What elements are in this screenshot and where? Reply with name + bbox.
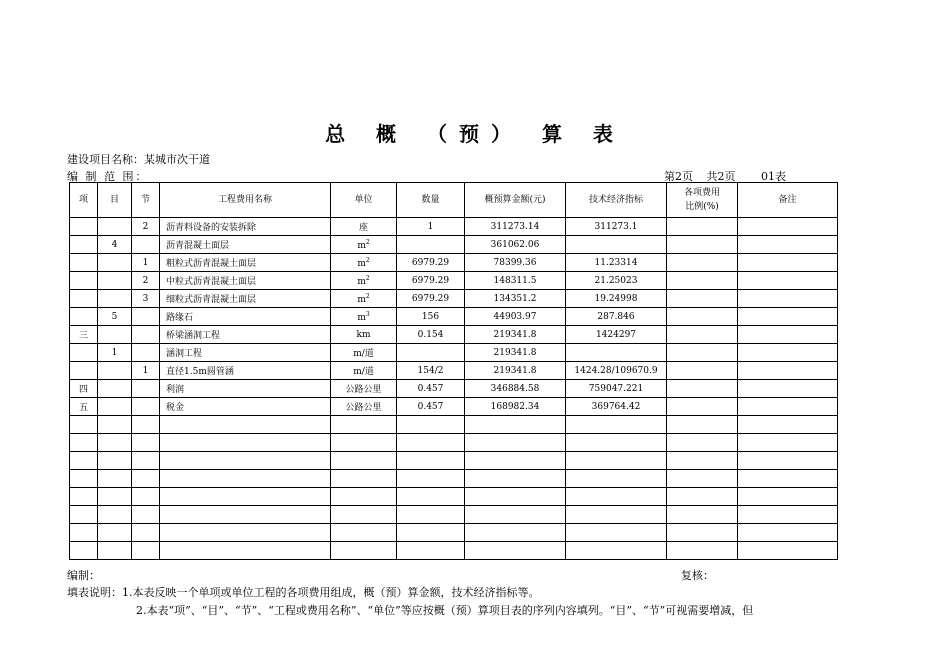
blank-cell: [667, 506, 738, 524]
blank-cell: [132, 524, 160, 542]
blank-cell: [331, 416, 397, 434]
cell-index: 11.23314: [566, 254, 667, 272]
cell-qty: 154/2: [397, 362, 465, 380]
blank-cell: [98, 488, 132, 506]
blank-cell: [98, 434, 132, 452]
blank-cell: [465, 434, 566, 452]
cell-mu: 1: [98, 344, 132, 362]
blank-cell: [566, 524, 667, 542]
blank-cell: [331, 434, 397, 452]
blank-cell: [132, 506, 160, 524]
cell-xiang: [70, 236, 98, 254]
blank-cell: [132, 434, 160, 452]
page-title: 总 概 （预） 算 表: [325, 122, 625, 146]
cell-amount: 78399.36: [465, 254, 566, 272]
cell-amount: 219341.8: [465, 326, 566, 344]
cell-index: 1424.28/109670.9: [566, 362, 667, 380]
cell-amount: 44903.97: [465, 308, 566, 326]
table-row: [70, 398, 838, 416]
cell-jie: 2: [132, 272, 160, 290]
cell-name: 中粒式沥青混凝土面层: [160, 272, 331, 290]
blank-cell: [132, 542, 160, 560]
cell-xiang: [70, 362, 98, 380]
cell-index: 1424297: [566, 326, 667, 344]
blank-row: [70, 452, 838, 470]
blank-cell: [465, 542, 566, 560]
cell-jie: 3: [132, 290, 160, 308]
unit-text: m: [357, 312, 366, 323]
cell-jie: [132, 308, 160, 326]
page-number: 第2页: [664, 170, 693, 183]
cell-remark: [738, 380, 838, 398]
unit-text: m: [357, 294, 366, 305]
cell-mu: [98, 290, 132, 308]
blank-cell: [331, 542, 397, 560]
cell-jie: 1: [132, 362, 160, 380]
cell-unit: [331, 272, 397, 290]
cell-amount: 168982.34: [465, 398, 566, 416]
cell-name: 路缘石: [160, 308, 331, 326]
cell-mu: [98, 254, 132, 272]
cell-name: 沥青料设备的安装拆除: [160, 218, 331, 236]
cell-name: 直径1.5m圆管涵: [160, 362, 331, 380]
col-ratio: [667, 183, 738, 218]
header-row: [70, 183, 838, 218]
col-xiang: 项: [70, 183, 98, 218]
col-amount: 概预算金额(元): [465, 183, 566, 218]
blank-cell: [397, 470, 465, 488]
blank-cell: [397, 524, 465, 542]
blank-cell: [397, 434, 465, 452]
blank-cell: [132, 488, 160, 506]
unit-text: 座: [358, 223, 368, 233]
budget-table: [69, 182, 838, 560]
blank-cell: [160, 470, 331, 488]
cell-remark: [738, 362, 838, 380]
blank-cell: [738, 488, 838, 506]
blank-cell: [566, 506, 667, 524]
unit-exponent: 2: [365, 274, 370, 282]
cell-ratio: [667, 326, 738, 344]
cell-ratio: [667, 272, 738, 290]
blank-cell: [98, 416, 132, 434]
cell-name: 细粒式沥青混凝土面层: [160, 290, 331, 308]
blank-cell: [465, 488, 566, 506]
cell-amount: 346884.58: [465, 380, 566, 398]
col-index: 技术经济指标: [566, 183, 667, 218]
table-row: [70, 326, 838, 344]
blank-cell: [738, 506, 838, 524]
cell-jie: [132, 380, 160, 398]
blank-cell: [566, 416, 667, 434]
form-number: 01表: [761, 170, 786, 183]
cell-jie: [132, 236, 160, 254]
table-row: [70, 380, 838, 398]
cell-qty: 6979.29: [397, 290, 465, 308]
table-row: [70, 344, 838, 362]
cell-name: 桥梁涵洞工程: [160, 326, 331, 344]
cell-index: 19.24998: [566, 290, 667, 308]
unit-exponent: 2: [365, 238, 370, 246]
cell-unit: [331, 254, 397, 272]
blank-cell: [160, 524, 331, 542]
cell-xiang: 三: [70, 326, 98, 344]
blank-row: [70, 542, 838, 560]
blank-cell: [738, 416, 838, 434]
blank-row: [70, 434, 838, 452]
blank-row: [70, 488, 838, 506]
blank-cell: [566, 470, 667, 488]
cell-index: 287.846: [566, 308, 667, 326]
cell-remark: [738, 218, 838, 236]
cell-xiang: [70, 218, 98, 236]
blank-cell: [566, 434, 667, 452]
cell-index: 21.25023: [566, 272, 667, 290]
blank-cell: [132, 470, 160, 488]
blank-cell: [331, 470, 397, 488]
col-jie: 节: [132, 183, 160, 218]
cell-ratio: [667, 344, 738, 362]
blank-cell: [738, 434, 838, 452]
cell-mu: [98, 272, 132, 290]
blank-cell: [331, 452, 397, 470]
cell-xiang: 五: [70, 398, 98, 416]
blank-cell: [397, 452, 465, 470]
blank-cell: [70, 506, 98, 524]
cell-unit: [331, 362, 397, 380]
blank-cell: [465, 452, 566, 470]
blank-cell: [98, 470, 132, 488]
unit-exponent: 3: [365, 310, 370, 318]
blank-row: [70, 506, 838, 524]
unit-text: m/道: [353, 349, 374, 359]
blank-cell: [331, 488, 397, 506]
unit-text: km: [356, 329, 371, 340]
blank-cell: [70, 470, 98, 488]
compile-scope: 编 制 范 围：: [67, 170, 149, 183]
cell-remark: [738, 290, 838, 308]
table-row: [70, 236, 838, 254]
cell-qty: 6979.29: [397, 254, 465, 272]
cell-qty: 156: [397, 308, 465, 326]
cell-qty: 6979.29: [397, 272, 465, 290]
unit-text: m/道: [353, 367, 374, 377]
cell-xiang: [70, 344, 98, 362]
col-mu: 目: [98, 183, 132, 218]
cell-index: 311273.1: [566, 218, 667, 236]
blank-cell: [160, 488, 331, 506]
blank-cell: [667, 416, 738, 434]
unit-exponent: 2: [365, 292, 370, 300]
editor-label: 编制：: [67, 569, 100, 582]
cell-amount: 219341.8: [465, 362, 566, 380]
cell-unit: [331, 380, 397, 398]
page-total: 共2页: [706, 170, 736, 183]
cell-ratio: [667, 290, 738, 308]
col-unit: 单位: [331, 183, 397, 218]
blank-cell: [566, 542, 667, 560]
blank-cell: [160, 452, 331, 470]
table-row: [70, 362, 838, 380]
col-ratio-line2: 比例(%): [685, 202, 719, 212]
blank-cell: [397, 506, 465, 524]
blank-cell: [70, 434, 98, 452]
blank-cell: [160, 434, 331, 452]
cell-ratio: [667, 254, 738, 272]
note-2: 2.本表“项”、“目”、“节”、“工程或费用名称”、“单位”等应按概（预）算项目表的序列内容填列。“目”、“节”可视需要增减，但: [136, 604, 754, 617]
cell-name: 涵洞工程: [160, 344, 331, 362]
cell-name: 税金: [160, 398, 331, 416]
cell-index: 369764.42: [566, 398, 667, 416]
cell-name: 利润: [160, 380, 331, 398]
cell-mu: [98, 398, 132, 416]
cell-qty: 1: [397, 218, 465, 236]
blank-cell: [465, 470, 566, 488]
blank-cell: [98, 542, 132, 560]
cell-jie: 2: [132, 218, 160, 236]
blank-cell: [132, 452, 160, 470]
cell-qty: 0.154: [397, 326, 465, 344]
blank-cell: [465, 524, 566, 542]
blank-cell: [738, 470, 838, 488]
cell-remark: [738, 344, 838, 362]
blank-cell: [667, 524, 738, 542]
cell-name: 粗粒式沥青混凝土面层: [160, 254, 331, 272]
blank-cell: [667, 488, 738, 506]
blank-cell: [98, 524, 132, 542]
blank-cell: [566, 452, 667, 470]
blank-cell: [132, 416, 160, 434]
col-qty: 数量: [397, 183, 465, 218]
cell-index: 759047.221: [566, 380, 667, 398]
blank-row: [70, 470, 838, 488]
cell-ratio: [667, 398, 738, 416]
blank-cell: [738, 524, 838, 542]
cell-mu: [98, 218, 132, 236]
cell-ratio: [667, 218, 738, 236]
table-row: [70, 308, 838, 326]
blank-cell: [667, 452, 738, 470]
cell-mu: [98, 380, 132, 398]
unit-text: 公路公里: [345, 403, 382, 413]
blank-cell: [160, 416, 331, 434]
cell-remark: [738, 398, 838, 416]
cell-remark: [738, 272, 838, 290]
blank-cell: [667, 542, 738, 560]
blank-cell: [667, 470, 738, 488]
blank-cell: [331, 506, 397, 524]
cell-jie: [132, 398, 160, 416]
table-row: [70, 290, 838, 308]
blank-cell: [397, 416, 465, 434]
blank-cell: [738, 452, 838, 470]
blank-cell: [98, 506, 132, 524]
cell-mu: 5: [98, 308, 132, 326]
cell-remark: [738, 254, 838, 272]
cell-xiang: [70, 308, 98, 326]
blank-cell: [160, 542, 331, 560]
blank-cell: [98, 452, 132, 470]
cell-xiang: [70, 290, 98, 308]
cell-name: 沥青混凝土面层: [160, 236, 331, 254]
project-name: 建设项目名称：某城市次干道: [67, 153, 210, 166]
cell-unit: [331, 236, 397, 254]
blank-cell: [70, 416, 98, 434]
cell-ratio: [667, 362, 738, 380]
cell-ratio: [667, 308, 738, 326]
reviewer-label: 复核：: [681, 569, 714, 582]
cell-index: [566, 344, 667, 362]
cell-mu: 4: [98, 236, 132, 254]
table-row: [70, 218, 838, 236]
unit-text: m: [357, 240, 366, 251]
col-name: 工程费用名称: [160, 183, 331, 218]
cell-amount: 311273.14: [465, 218, 566, 236]
table-body: [70, 218, 838, 560]
blank-cell: [667, 434, 738, 452]
note-1: 填表说明：1.本表反映一个单项或单位工程的各项费用组成，概（预）算金额，技术经济指标等。: [67, 586, 540, 599]
blank-cell: [397, 542, 465, 560]
cell-qty: [397, 236, 465, 254]
cell-unit: [331, 398, 397, 416]
cell-unit: [331, 290, 397, 308]
cell-ratio: [667, 236, 738, 254]
cell-xiang: [70, 254, 98, 272]
blank-row: [70, 524, 838, 542]
cell-qty: 0.457: [397, 380, 465, 398]
blank-cell: [70, 542, 98, 560]
cell-xiang: [70, 272, 98, 290]
cell-amount: 148311.5: [465, 272, 566, 290]
unit-text: 公路公里: [345, 385, 382, 395]
cell-unit: [331, 326, 397, 344]
blank-cell: [70, 524, 98, 542]
blank-cell: [465, 416, 566, 434]
blank-cell: [738, 542, 838, 560]
cell-amount: 134351.2: [465, 290, 566, 308]
cell-unit: [331, 344, 397, 362]
unit-text: m: [357, 258, 366, 269]
cell-remark: [738, 308, 838, 326]
blank-cell: [160, 506, 331, 524]
cell-qty: 0.457: [397, 398, 465, 416]
cell-mu: [98, 362, 132, 380]
cell-jie: 1: [132, 254, 160, 272]
blank-cell: [397, 488, 465, 506]
blank-cell: [566, 488, 667, 506]
cell-unit: [331, 218, 397, 236]
cell-amount: 361062.06: [465, 236, 566, 254]
cell-unit: [331, 308, 397, 326]
blank-cell: [465, 506, 566, 524]
cell-qty: [397, 344, 465, 362]
unit-exponent: 2: [365, 256, 370, 264]
col-ratio-line1: 各项费用: [683, 188, 720, 198]
blank-cell: [70, 452, 98, 470]
cell-jie: [132, 344, 160, 362]
table-row: [70, 272, 838, 290]
blank-cell: [331, 524, 397, 542]
cell-xiang: 四: [70, 380, 98, 398]
table-row: [70, 254, 838, 272]
cell-remark: [738, 326, 838, 344]
col-remark: 备注: [738, 183, 838, 218]
cell-amount: 219341.8: [465, 344, 566, 362]
blank-row: [70, 416, 838, 434]
cell-ratio: [667, 380, 738, 398]
unit-text: m: [357, 276, 366, 287]
cell-jie: [132, 326, 160, 344]
cell-mu: [98, 326, 132, 344]
blank-cell: [70, 488, 98, 506]
cell-remark: [738, 236, 838, 254]
cell-index: [566, 236, 667, 254]
